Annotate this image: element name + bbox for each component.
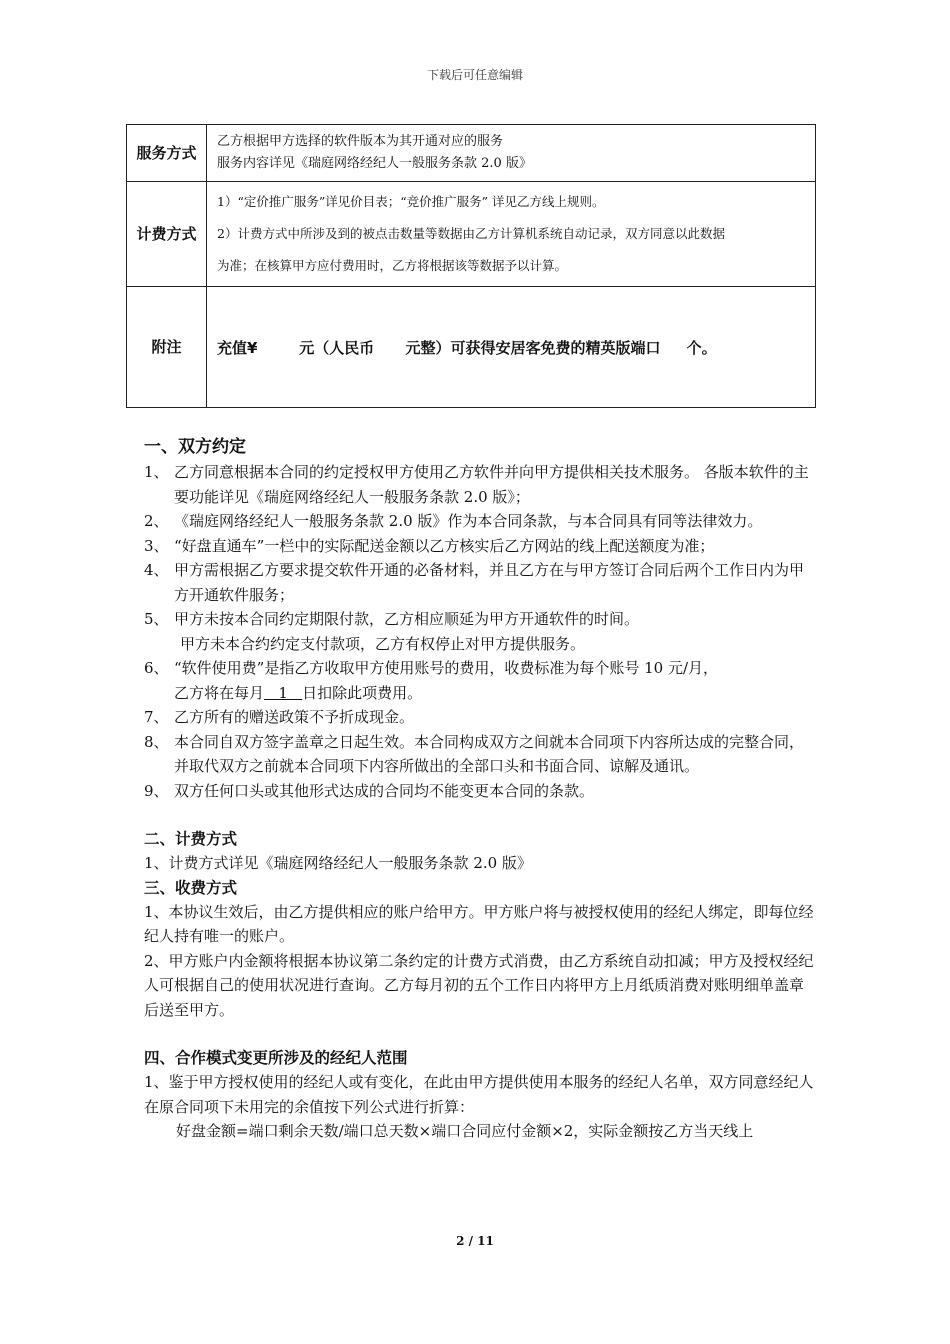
billing-mode-line-1: 1）“定价推广服务”详见价目表；“竞价推广服务” 详见乙方线上规则。 [217,194,605,209]
list-item: 3、 “好盘直通车”一栏中的实际配送金额以乙方核实后乙方网站的线上配送额度为准； [144,536,715,555]
payment-paragraph-2: 2、甲方账户内金额将根据本协议第二条约定的计费方式消费，由乙方系统自动扣减；甲方及授权经纪人可根据自己的使用状况进行查询。乙方每月初的五个工作日内将甲方上月纸质消费对账明细单盖章后送至甲方。 [144,951,814,1019]
item6-line1: “软件使用费”是指乙方收取甲方使用账号的费用，收费标准为每个账号 10 元/月， [174,659,719,677]
formula-line: 好盘金额=端口剩余天数/端口总天数×端口合同应付金额×2，实际金额按乙方当天线上 [176,1122,754,1140]
table-row-service-mode [127,125,816,182]
list-item: 2、 《瑞庭网络经纪人一般服务条款 2.0 版》作为本合同条款，与本合同具有同等法律效力。 [144,512,763,530]
list-item: 8、 本合同自双方签字盖章之日起生效。本合同构成双方之间就本合同项下内容所达成的完整合同，并取代双方之前就本合同项下内容所做出的全部口头和书面合同、谅解及通讯。 [144,732,805,775]
list-item: 6、 “软件使用费”是指乙方收取甲方使用账号的费用，收费标准为每个账号 10 元/月， 乙方将在每月 1 日扣除此项费用。 [144,659,719,702]
contract-body [144,434,814,1144]
recharge-note: 充值¥ 元（人民币 元整）可获得安居客免费的精英版端口 个。 [217,338,717,357]
deduction-day: 1 [264,683,303,702]
section-title-scope: 四、合作模式变更所涉及的经纪人范围 [144,1049,408,1067]
scope-paragraph-1: 1、鉴于甲方授权使用的经纪人或有变化，在此由甲方提供使用本服务的经纪人名单，双方同意经纪人在原合同项下未用完的余值按下列公式进行折算： [144,1073,814,1116]
list-item: 9、 双方任何口头或其他形式达成的合同均不能变更本合同的条款。 [144,781,595,800]
service-table [126,124,816,408]
row-content-billing-mode [207,182,816,287]
billing-mode-line-3: 为准；在核算甲方应付费用时，乙方将根据该等数据予以计算。 [217,258,568,273]
service-mode-line-1: 乙方根据甲方选择的软件版本为其开通对应的服务 [217,134,504,149]
row-content-note [207,287,816,408]
table-row-note [127,287,816,408]
list-item: 1、 乙方同意根据本合同的约定授权甲方使用乙方软件并向甲方提供相关技术服务。 各版本软件的主要功能详见《瑞庭网络经纪人一般服务条款 2.0 版》； [144,463,809,506]
row-label-billing-mode: 计费方式 [127,182,207,287]
row-content-service-mode [207,125,816,182]
list-item: 4、 甲方需根据乙方要求提交软件开通的必备材料，并且乙方在与甲方签订合同后两个工作日内为甲方开通软件服务； [144,561,805,604]
header-note: 下载后可任意编辑 [426,68,523,82]
billing-mode-line-2: 2）计费方式中所涉及到的被点击数量等数据由乙方计算机系统自动记录，双方同意以此数据 [217,226,725,241]
billing-paragraph: 1、计费方式详见《瑞庭网络经纪人一般服务条款 2.0 版》 [144,854,532,872]
page-number: 2 / 11 [456,1234,494,1248]
section-title-agreement: 一、双方约定 [144,437,246,457]
list-item: 5、 甲方未按本合同约定期限付款，乙方相应顺延为甲方开通软件的时间。 [144,610,640,628]
table-row-billing-mode [127,182,816,287]
service-mode-line-2: 服务内容详见《瑞庭网络经纪人一般服务条款 2.0 版》 [217,156,532,171]
list-item: 7、 乙方所有的赠送政策不予折成现金。 [144,708,415,726]
row-label-service-mode: 服务方式 [127,125,207,182]
item5-sub-line: 甲方未本合约约定支付款项，乙方有权停止对甲方提供服务。 [180,634,586,653]
row-label-note: 附注 [127,287,207,408]
payment-paragraph-1: 1、本协议生效后，由乙方提供相应的账户给甲方。甲方账户将与被授权使用的经纪人绑定，即每位经纪人持有唯一的账户。 [144,902,814,945]
section-title-billing: 二、计费方式 [144,830,238,848]
section-title-payment: 三、收费方式 [144,878,238,897]
